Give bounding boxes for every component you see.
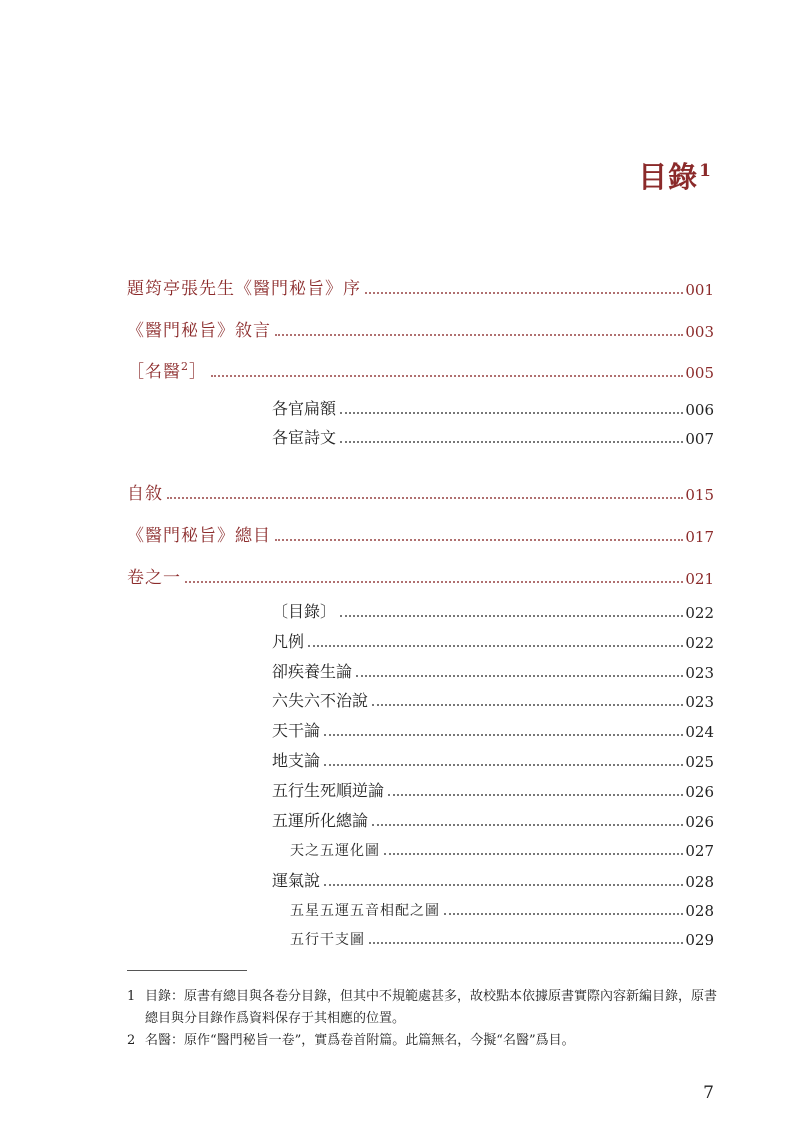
toc-entry-label: 卷之一 — [127, 568, 181, 588]
toc-entry-page: 005 — [685, 364, 714, 382]
toc-entry-label: 《醫門秘旨》總目 — [127, 526, 271, 546]
dot-leader — [340, 441, 683, 443]
toc-entry-label: 運氣說 — [272, 871, 321, 890]
title-text: 目錄 — [638, 160, 699, 194]
toc-entry-label: 各官扁額 — [272, 399, 337, 418]
toc-entry-volume-one[interactable] — [127, 563, 714, 588]
footnote-text: 目錄：原書有總目與各卷分目錄，但其中不規範處甚多，故校點本依據原書實際內容新編目錄，原書總目與分目錄作爲資料保存于其相應的位置。 — [145, 989, 718, 1026]
toc-entry-label: 自敘 — [127, 484, 163, 504]
toc-entry-five-movements[interactable] — [272, 808, 714, 831]
toc-entry-page: 025 — [685, 753, 714, 771]
dot-leader — [275, 334, 683, 336]
dot-leader — [167, 497, 683, 499]
dot-leader — [211, 375, 683, 377]
dot-leader — [324, 734, 683, 736]
toc-entry-page: 029 — [685, 931, 714, 949]
toc-entry-page: 028 — [685, 902, 714, 920]
toc-entry-label: 五運所化總論 — [272, 811, 369, 830]
toc-entry-earthly-branches[interactable] — [272, 748, 714, 771]
footnote-2 — [127, 1030, 724, 1052]
toc-entry-health-essay[interactable] — [272, 659, 714, 682]
toc-entry-famous-doctors[interactable] — [127, 357, 714, 382]
toc-entry-page: 015 — [685, 486, 714, 504]
toc-entry-label: 五行生死順逆論 — [272, 781, 385, 800]
toc-entry-label: 天之五運化圖 — [290, 843, 380, 859]
dot-leader — [275, 539, 683, 541]
dot-leader — [372, 824, 683, 826]
toc-entry-self-preface[interactable] — [127, 479, 714, 504]
footnote-number: 1 — [127, 989, 136, 1004]
toc-entry-page: 026 — [685, 813, 714, 831]
dot-leader — [324, 764, 683, 766]
dot-leader — [308, 645, 683, 647]
toc-entry-heaven-chart[interactable] — [290, 840, 714, 860]
toc-entry-label: 天干論 — [272, 721, 321, 740]
dot-leader — [340, 412, 683, 414]
toc-entry-stars-chart[interactable] — [290, 900, 714, 920]
dot-leader — [444, 913, 683, 915]
footnote-ref-2[interactable]: 2 — [181, 360, 189, 373]
footnote-ref-1[interactable]: 1 — [699, 161, 712, 181]
footnote-number: 2 — [127, 1033, 136, 1048]
toc-entry-plaques[interactable] — [272, 396, 714, 419]
toc-entry-label: 題筠亭張先生《醫門秘旨》序 — [127, 279, 361, 299]
dot-leader — [185, 581, 683, 583]
footnote-1 — [127, 986, 724, 1030]
toc-entry-poems[interactable] — [272, 425, 714, 448]
toc-entry-page: 007 — [685, 430, 714, 448]
toc-entry-contents[interactable] — [272, 599, 714, 622]
dot-leader — [369, 942, 683, 944]
dot-leader — [372, 704, 683, 706]
page-number: 7 — [703, 1083, 714, 1103]
toc-entry-page: 001 — [685, 281, 714, 299]
toc-entry-page: 003 — [685, 323, 714, 341]
toc-entry-label: 《醫門秘旨》敘言 — [127, 321, 271, 341]
toc-entry-page: 024 — [685, 723, 714, 741]
dot-leader — [384, 853, 683, 855]
toc-entry-five-phases[interactable] — [272, 778, 714, 801]
toc-entry-yunqi[interactable] — [272, 868, 714, 891]
toc-entry-label: 凡例 — [272, 632, 305, 651]
toc-entry-label: 〔目錄〕 — [272, 602, 337, 621]
toc-entry-page: 026 — [685, 783, 714, 801]
toc-entry-page: 023 — [685, 693, 714, 711]
dot-leader — [356, 675, 683, 677]
toc-entry-general-contents[interactable] — [127, 521, 714, 546]
toc-entry-stems-branches-chart[interactable] — [290, 929, 714, 949]
dot-leader — [324, 884, 683, 886]
dot-leader — [340, 615, 683, 617]
toc-entry-page: 017 — [685, 528, 714, 546]
toc-entry-page: 027 — [685, 842, 714, 860]
toc-entry-label: 卻疾養生論 — [272, 662, 353, 681]
toc-entry-label: 五行干支圖 — [290, 932, 365, 948]
toc-entry-label: 六失六不治說 — [272, 691, 369, 710]
toc-entry-page: 021 — [685, 570, 714, 588]
toc-entry-label: 地支論 — [272, 751, 321, 770]
footnote-text: 名醫：原作“醫門秘旨一卷”，實爲卷首附篇。此篇無名，今擬“名醫”爲目。 — [145, 1033, 575, 1048]
dot-leader — [388, 794, 683, 796]
toc-entry-page: 022 — [685, 604, 714, 622]
toc-entry-label: 各宦詩文 — [272, 428, 337, 447]
toc-entry-page: 023 — [685, 664, 714, 682]
toc-entry-guidelines[interactable] — [272, 629, 714, 652]
toc-entry-introduction[interactable] — [127, 316, 714, 341]
toc-entry-preface[interactable] — [127, 274, 714, 299]
footnote-divider — [127, 970, 247, 971]
toc-entry-page: 006 — [685, 401, 714, 419]
toc-entry-page: 028 — [685, 873, 714, 891]
toc-entry-label: ［名醫$^2$］ — [127, 360, 207, 382]
toc-entry-label: 五星五運五音相配之圖 — [290, 903, 440, 919]
toc-entry-heavenly-stems[interactable] — [272, 718, 714, 741]
toc-entry-page: 022 — [685, 634, 714, 652]
dot-leader — [365, 292, 683, 294]
toc-entry-six-losses[interactable] — [272, 688, 714, 711]
page-title — [0, 155, 712, 196]
